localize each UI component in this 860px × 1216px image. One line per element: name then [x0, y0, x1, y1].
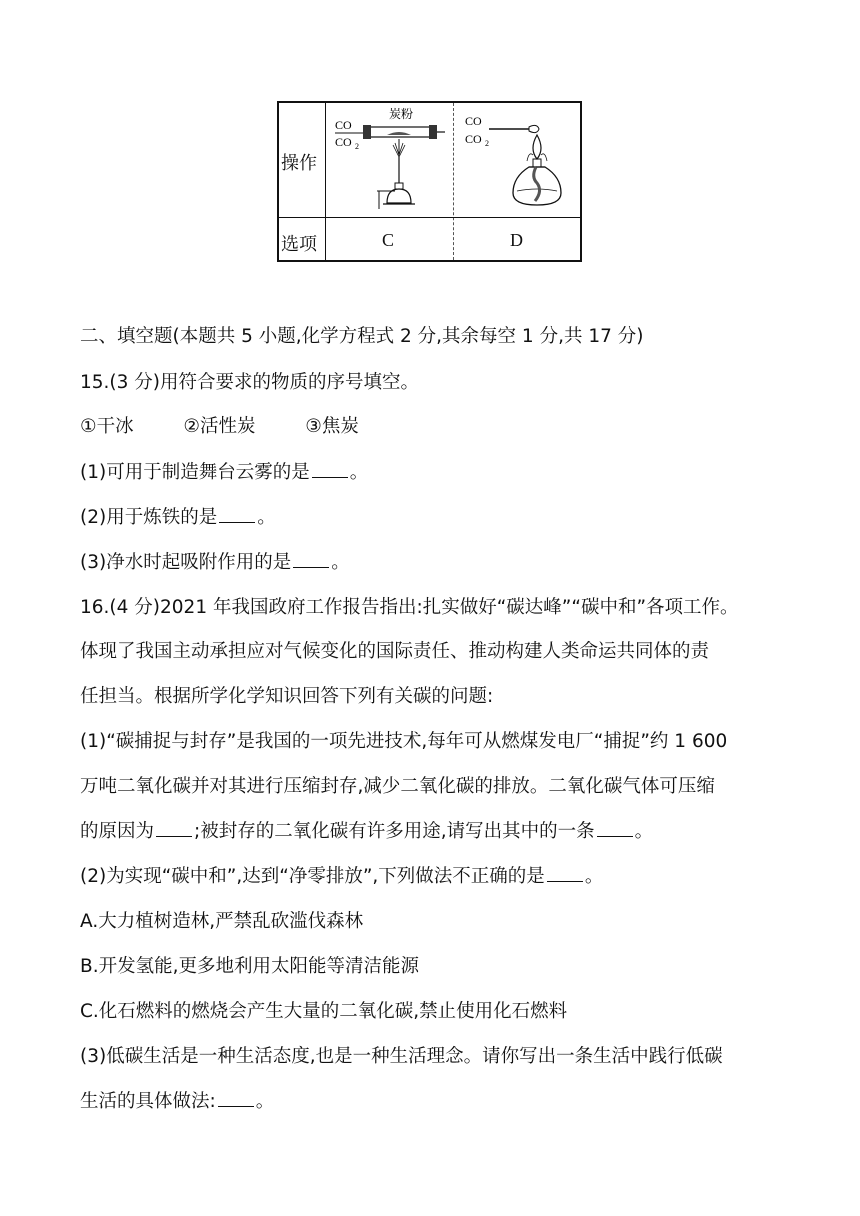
row-header-option: 选项 [281, 234, 317, 255]
choice-3: ③焦炭 [305, 416, 359, 437]
answer-blank[interactable] [156, 820, 192, 837]
operation-table [277, 101, 582, 262]
answer-blank[interactable] [547, 865, 583, 882]
question-text: (2)为实现“碳中和”,达到“净零排放”,下列做法不正确的是 [80, 866, 545, 887]
question-15-part-1 [80, 458, 368, 484]
question-16-part-1-blanks [80, 817, 653, 843]
punctuation: 。 [349, 462, 369, 483]
gas-label-co: CO [335, 118, 352, 132]
subscript-2: 2 [355, 142, 359, 151]
question-16-line: 16.(4 分)2021 年我国政府工作报告指出:扎实做好“碳达峰”“碳中和”各项工作。 [80, 597, 739, 618]
question-16-line: 体现了我国主动承担应对气候变化的国际责任、推动构建人类命运共同体的责 [80, 641, 710, 662]
gas-label-co2: CO [335, 135, 352, 149]
question-15-part-2 [80, 503, 276, 529]
table-divider [279, 217, 580, 218]
answer-blank[interactable] [219, 506, 255, 523]
punctuation: 。 [634, 821, 654, 842]
option-b: B.开发氢能,更多地利用太阳能等清洁能源 [80, 956, 419, 977]
gas-label-co2: CO [465, 132, 482, 146]
punctuation: 。 [255, 1091, 275, 1112]
apparatus-d-diagram [457, 105, 579, 215]
question-16-line: 万吨二氧化碳并对其进行压缩封存,减少二氧化碳的排放。二氧化碳气体可压缩 [80, 776, 715, 797]
answer-blank[interactable] [312, 461, 348, 478]
option-c-label: C [382, 230, 395, 250]
question-text: 的原因为 [80, 821, 155, 842]
question-text: (2)用于炼铁的是 [80, 507, 218, 528]
punctuation: 。 [257, 507, 276, 528]
question-16-line: 任担当。根据所学化学知识回答下列有关碳的问题: [80, 686, 494, 707]
question-16-part-3-answer [80, 1087, 274, 1113]
choice-1: ①干冰 [80, 416, 134, 437]
table-divider [453, 103, 454, 260]
question-16-line: (1)“碳捕捉与封存”是我国的一项先进技术,每年可从燃煤发电厂“捕捉”约 1 600 [80, 731, 728, 752]
question-text: (1)可用于制造舞台云雾的是 [80, 462, 310, 483]
choice-2: ②活性炭 [183, 416, 256, 437]
question-15-part-3 [80, 548, 350, 574]
answer-blank[interactable] [597, 820, 633, 837]
punctuation: 。 [331, 552, 350, 573]
question-text: (3)净水时起吸附作用的是 [80, 552, 292, 573]
gas-label-co: CO [465, 114, 482, 128]
row-header-operation: 操作 [281, 153, 317, 174]
option-a: A.大力植树造林,严禁乱砍滥伐森林 [80, 911, 364, 932]
table-divider [325, 103, 326, 260]
question-16-part-2 [80, 862, 603, 888]
option-d-label: D [510, 230, 523, 250]
question-15-choices [80, 412, 359, 438]
carbon-powder-label: 炭粉 [389, 107, 414, 121]
option-c: C.化石燃料的燃烧会产生大量的二氧化碳,禁止使用化石燃料 [80, 1001, 568, 1022]
question-text: ;被封存的二氧化碳有许多用途,请写出其中的一条 [194, 821, 595, 842]
subscript-2: 2 [485, 139, 489, 148]
question-16-part-3: (3)低碳生活是一种生活态度,也是一种生活理念。请你写出一条生活中践行低碳 [80, 1046, 723, 1067]
section-heading: 二、填空题(本题共 5 小题,化学方程式 2 分,其余每空 1 分,共 17 分) [80, 326, 644, 347]
answer-blank[interactable] [218, 1090, 254, 1107]
question-15-stem: 15.(3 分)用符合要求的物质的序号填空。 [80, 372, 420, 393]
answer-blank[interactable] [293, 551, 329, 568]
punctuation: 。 [584, 866, 604, 887]
question-text: 生活的具体做法: [80, 1091, 216, 1112]
apparatus-c-diagram [329, 105, 451, 215]
